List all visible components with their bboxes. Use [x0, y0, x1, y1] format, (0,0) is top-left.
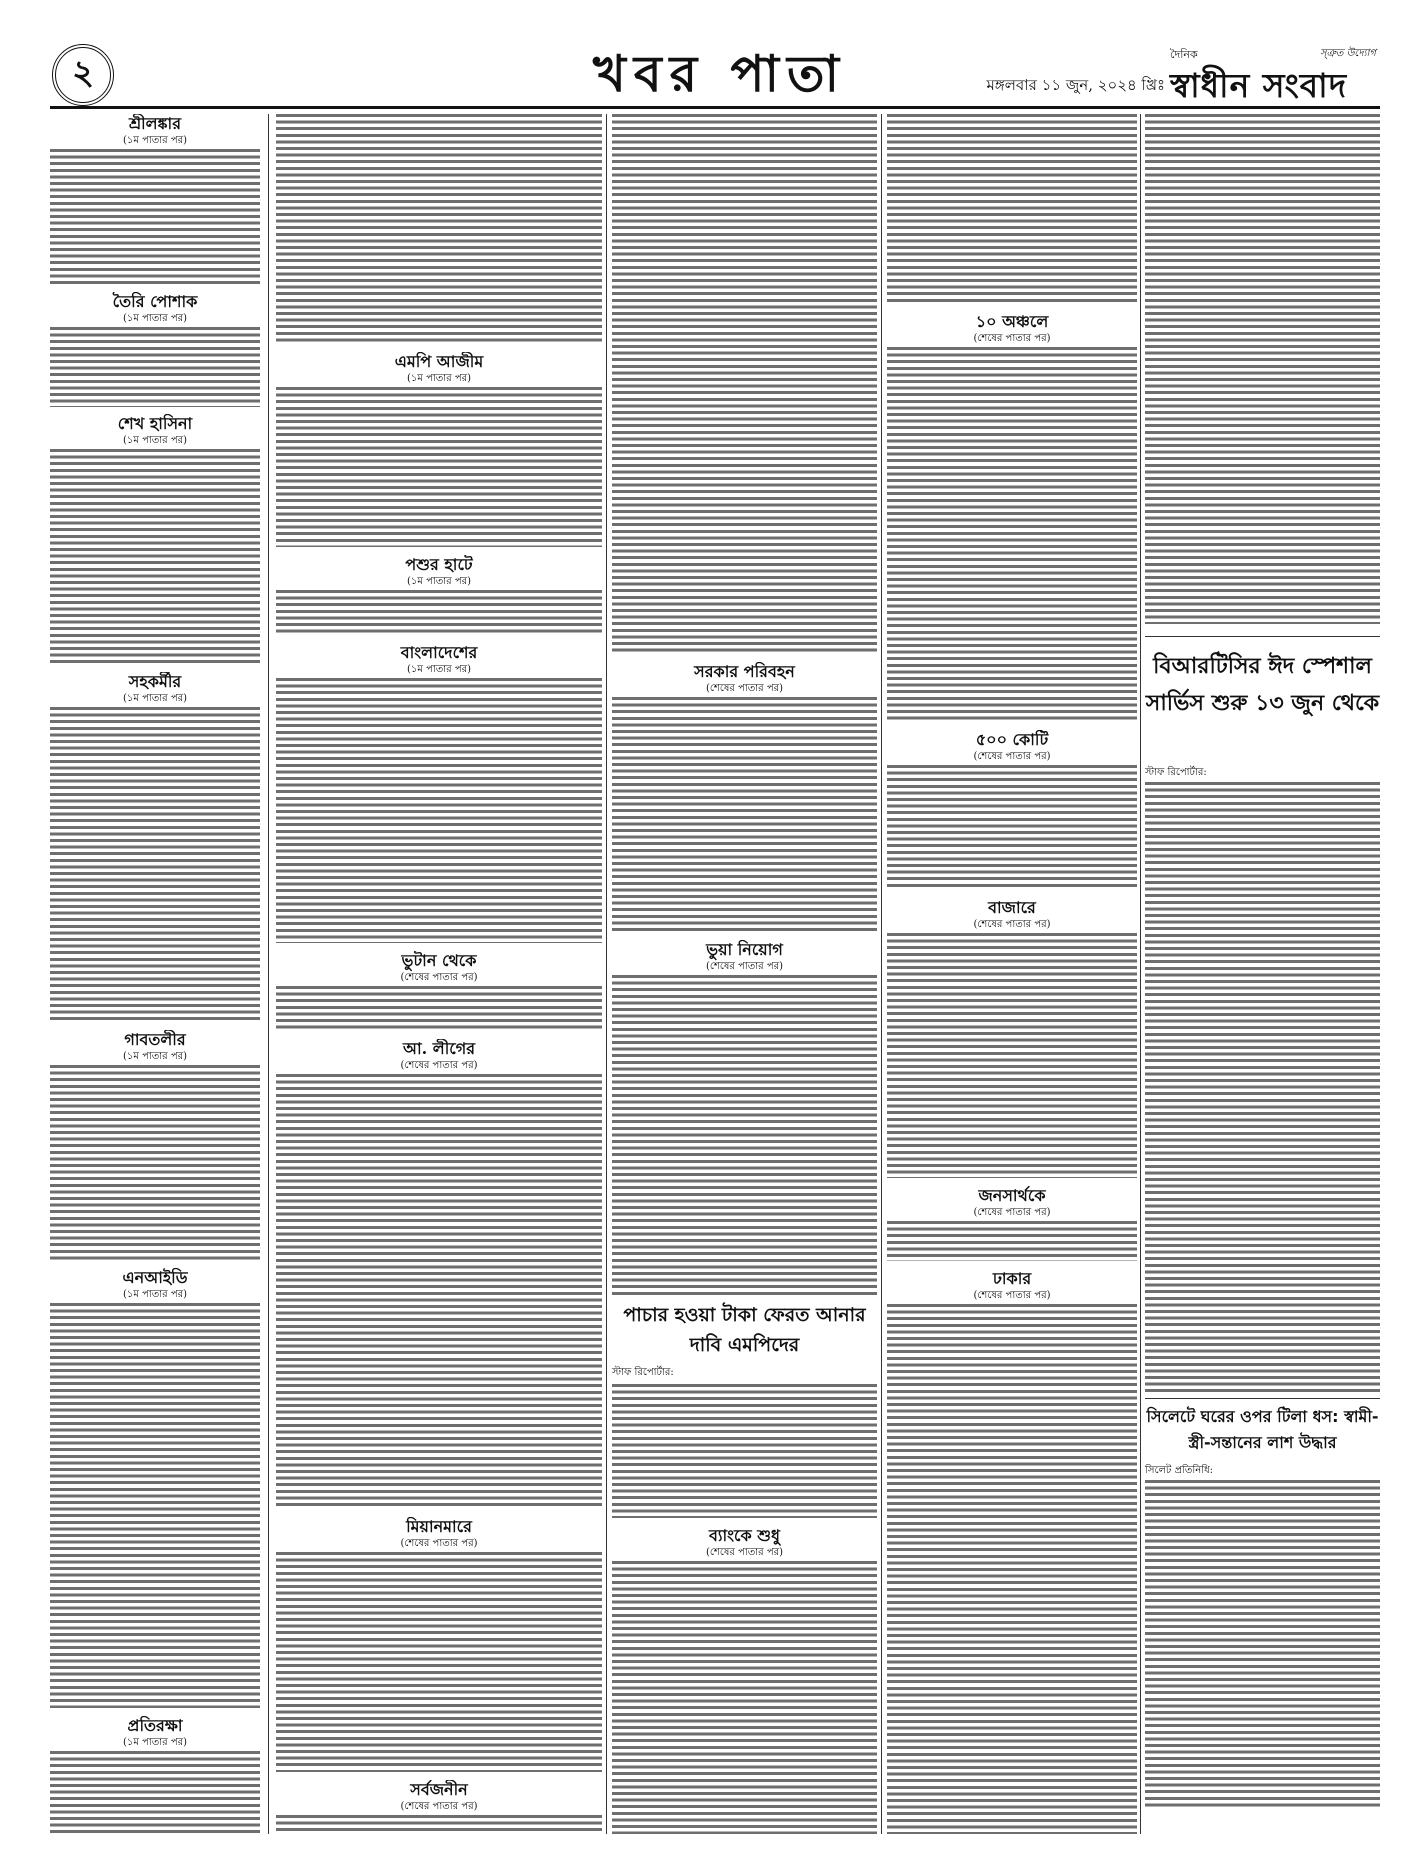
jump-line: (১ম পাতার পর) [406, 373, 472, 384]
column-divider [881, 114, 882, 1834]
article-body [276, 678, 602, 943]
article-title: মিয়ানমারে [406, 1517, 472, 1536]
logo-tagline: স্ত্রুত উদ্যোগ [1319, 48, 1376, 59]
article-body [276, 986, 602, 1031]
column-3 [612, 114, 877, 1834]
article-nid [50, 1268, 260, 1708]
article-title: সর্বজনীন [410, 1780, 468, 1799]
newspaper-page [50, 44, 1380, 1834]
article-body [887, 765, 1137, 890]
article-500-crore [887, 730, 1137, 890]
article-body [276, 1074, 602, 1509]
article-continued-top [612, 114, 877, 654]
article-title: ব্যাংকে শুধু [708, 1526, 780, 1545]
article-mp-azim [276, 352, 602, 547]
article-dhaka [887, 1269, 1137, 1834]
body-money-laundering [612, 1384, 877, 1518]
jump-line: (শেষের পাতার পর) [705, 961, 784, 972]
jump-line: (১ম পাতার পর) [122, 1737, 188, 1748]
article-title: বাজারে [988, 898, 1036, 917]
article-body [612, 1561, 877, 1834]
section-title: খবর পাতা [592, 44, 848, 103]
article-ten-regions [887, 312, 1137, 722]
article-title: জনসার্থকে [978, 1186, 1046, 1205]
article-bangladesh [276, 643, 602, 943]
column-4 [887, 114, 1137, 1834]
section-divider [1145, 1398, 1380, 1399]
article-universal-pension [276, 1780, 602, 1834]
jump-line: (শেষের পাতার পর) [973, 1290, 1051, 1301]
article-public-interest [887, 1186, 1137, 1261]
article-body [276, 1552, 602, 1772]
article-title: শ্রীলঙ্কার [128, 114, 182, 133]
jump-line: (১ম পাতার পর) [122, 693, 188, 704]
article-sheikh-hasina [50, 414, 260, 664]
jump-line: (শেষের পাতার পর) [705, 683, 784, 694]
article-title: শেখ হাসিনা [117, 414, 193, 433]
article-colleague [50, 672, 260, 1022]
jump-line: (১ম পাতার পর) [122, 1051, 188, 1062]
article-title: গাবতলীর [124, 1030, 186, 1049]
article-title: ভুটান থেকে [401, 951, 477, 970]
article-title: এনআইডি [122, 1268, 188, 1287]
jump-line: (১ম পাতার পর) [122, 435, 188, 446]
article-title: পশুর হাটে [405, 555, 473, 574]
newspaper-logo [1170, 44, 1380, 105]
article-body [276, 1815, 602, 1834]
article-title: আ. লীগের [402, 1039, 476, 1058]
article-continued-top [887, 114, 1137, 304]
article-body [50, 1065, 260, 1260]
byline-money-laundering: স্টাফ রিপোর্টার: [612, 1367, 674, 1378]
article-intro-continued [276, 114, 602, 344]
article-title: সহকর্মীর [128, 672, 182, 691]
jump-line: (১ম পাতার পর) [122, 313, 188, 324]
logo-prefix: দৈনিক [1170, 48, 1198, 61]
article-body [612, 975, 877, 1295]
logo-name: স্বাধীন সংবাদ [1170, 66, 1348, 105]
article-defence [50, 1716, 260, 1834]
masthead [50, 44, 1380, 109]
headline-money-laundering: পাচার হওয়া টাকা ফেরত আনার দাবি এমপিদের [623, 1304, 866, 1356]
article-title: বাংলাদেশের [400, 643, 478, 662]
jump-line: (শেষের পাতার পর) [705, 1547, 784, 1558]
byline-sylhet: সিলেট প্রতিনিধি: [1145, 1465, 1214, 1476]
article-title: এমপি আজীম [394, 352, 484, 371]
article-body [50, 1751, 260, 1834]
jump-line: (শেষের পাতার পর) [973, 333, 1051, 344]
jump-line: (শেষের পাতার পর) [973, 919, 1051, 930]
article-govt-transport [612, 662, 877, 932]
jump-line: (শেষের পাতার পর) [400, 1538, 478, 1549]
article-cattle-market [276, 555, 602, 635]
article-gabtali [50, 1030, 260, 1260]
article-title: ১০ অঞ্চলে [975, 312, 1049, 331]
column-divider [1140, 114, 1141, 1834]
article-continued-top [1145, 114, 1380, 624]
jump-line: (১ম পাতার পর) [122, 135, 188, 146]
jump-line: (শেষের পাতার পর) [400, 1060, 478, 1071]
article-body [887, 1221, 1137, 1261]
article-fake-recruitment [612, 940, 877, 1295]
article-body [887, 1304, 1137, 1834]
article-body [50, 327, 260, 407]
article-title: প্রতিরক্ষা [127, 1716, 183, 1735]
article-title: সরকার পরিবহন [694, 662, 795, 681]
article-myanmar [276, 1517, 602, 1772]
column-1 [50, 114, 260, 1834]
article-body [887, 933, 1137, 1178]
jump-line: (১ম পাতার পর) [122, 1289, 188, 1300]
article-body [887, 347, 1137, 722]
column-divider [268, 114, 269, 1834]
article-title: ৫০০ কোটি [975, 730, 1049, 749]
jump-line: (১ম পাতার পর) [406, 576, 472, 587]
dateline: মঙ্গলবার ১১ জুন, ২০২৪ খ্রিঃ [986, 76, 1165, 94]
jump-line: (শেষের পাতার পর) [973, 1207, 1051, 1218]
article-body [50, 1303, 260, 1708]
article-body [50, 707, 260, 1022]
article-srilanka [50, 114, 260, 284]
jump-line: (শেষের পাতার পর) [400, 1801, 478, 1812]
headline-brtc-eid-service: বিআরটিসির ঈদ স্পেশাল সার্ভিস শুরু ১৩ জুন থেকে [1145, 654, 1380, 716]
article-title: তৈরি পোশাক [112, 292, 198, 311]
article-bhutan [276, 951, 602, 1031]
jump-line: (শেষের পাতার পর) [400, 972, 478, 983]
section-divider [1145, 636, 1380, 637]
article-body [276, 387, 602, 547]
article-body [612, 697, 877, 932]
article-awami-league [276, 1039, 602, 1509]
jump-line: (শেষের পাতার পর) [973, 751, 1051, 762]
article-garments [50, 292, 260, 407]
byline-brtc: স্টাফ রিপোর্টার: [1145, 767, 1207, 778]
column-2 [276, 114, 602, 1834]
jump-line: (১ম পাতার পর) [406, 664, 472, 675]
article-bank-only [612, 1526, 877, 1834]
article-market [887, 898, 1137, 1178]
body-brtc [1145, 782, 1380, 1392]
article-body [50, 449, 260, 664]
article-title: ঢাকার [992, 1269, 1032, 1288]
column-divider [606, 114, 607, 1834]
article-body [50, 149, 260, 284]
page-number: ২ [52, 44, 114, 106]
article-title: ভুয়া নিয়োগ [706, 940, 783, 959]
headline-sylhet-landslide: সিলেটে ঘরের ওপর টিলা ধস: স্বামী-স্ত্রী-সন্তানের লাশ উদ্ধার [1146, 1407, 1379, 1452]
article-body [276, 590, 602, 635]
body-sylhet [1145, 1480, 1380, 1810]
